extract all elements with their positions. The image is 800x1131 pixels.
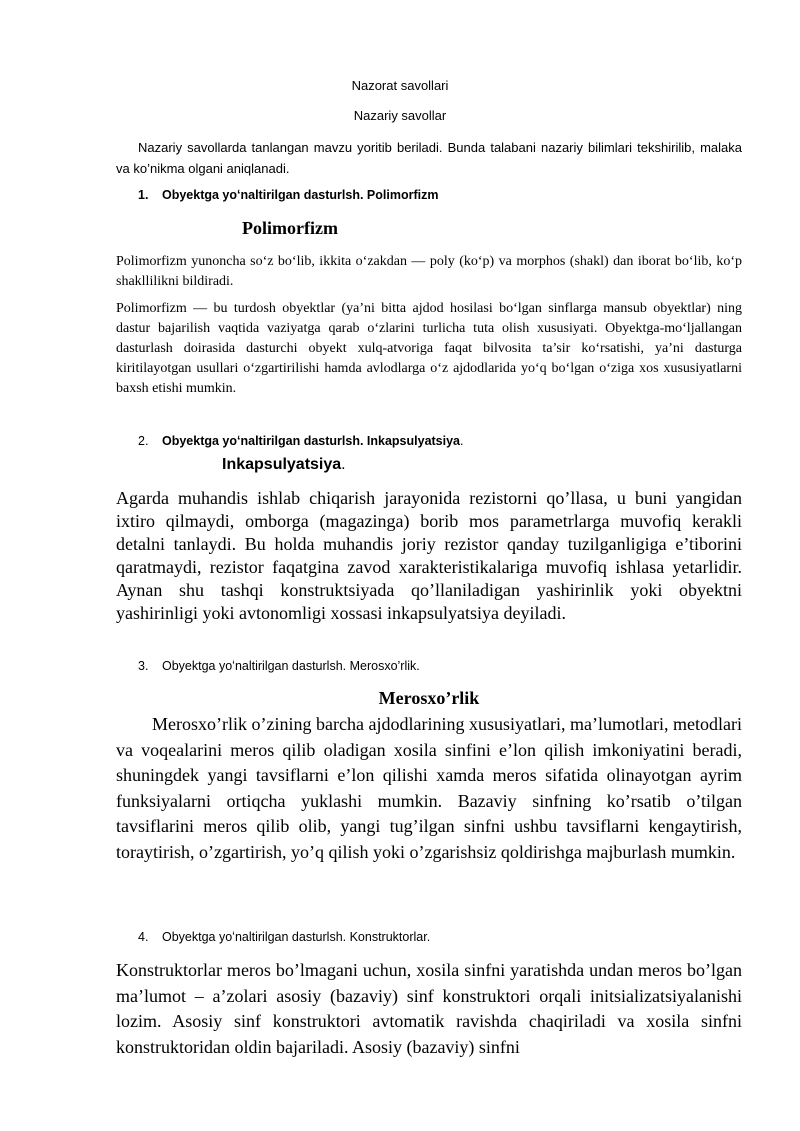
section-1-paragraph-1: Polimorfizm yunoncha soʻz boʻlib, ikkita oʻzakdan — poly (koʻp) va morphos (shakl) dan iborat boʻlib, koʻp shakllilikni bildiradi. bbox=[116, 254, 742, 289]
section-4-paragraph-1: Konstruktorlar meros bo’lmagani uchun, xosila sinfni yaratishda undan meros bo’lgan ma’lumot – a’zolari asosiy (bazaviy) sinf konstruktori orqali initsializatsiyalanishi lozim. Asosiy sinf konstruktori avtomatik ravishda chaqiriladi va xosila sinfni konstruktoridan oldin bajariladi. Asosiy (bazaviy) sinfni bbox=[116, 960, 742, 1057]
question-number-3: 3. bbox=[138, 659, 149, 673]
section-2-paragraph-1: Agarda muhandis ishlab chiqarish jarayonida rezistorni qo’llasa, u buni yangidan ixtiro qilmaydi, omborga (magazinga) borib mos parametrlarga muvofiq kerakli detalni tanlaydi. Bu holda muhandis joriy rezistor qanday tuzilganligiga e’tiborini qaratmaydi, rezistor faqatgina zavod xarakteristikalariga muvofiq ishlasa yetarlidir. Aynan shu tashqi konstruktsiyada qo’llaniladigan yashirinlik yoki obyektni yashirinligi yoki avtonomligi xossasi inkapsulyatsiya deyiladi. bbox=[116, 488, 742, 623]
question-number-1: 1. bbox=[138, 188, 149, 202]
page-title: Nazorat savollari bbox=[351, 78, 449, 93]
section-3-paragraph-1: Merosxo’rlik o’zining barcha ajdodlarining xususiyatlari, ma’lumotlari, metodlari va voqealarini meros qilib oladigan xosila sinfini e’lon qilish imkoniyatini beradi, shuningdek yangi tavsiflarni e’lon qilishi xamda meros sifatida olinayotgan ayrim funksiyalarni ortiqcha yuklashi mumkin. Bazaviy sinfning ko’rsatib o’tilgan tavsiflarini meros qilib olib, yangi tug’ilgan sinfni ushbu tavsiflarni kengaytirish, toraytirish, o’zgartirish, yo’q qilish yoki o’zgarishsiz qoldirishga majburlash mumkin. bbox=[116, 714, 742, 862]
question-title-4: Obyektga yoʻnaltirilgan dasturlsh. Konstruktorlar. bbox=[162, 930, 431, 944]
question-title-1: Obyektga yoʻnaltirilgan dasturlsh. Polimorfizm bbox=[162, 188, 439, 202]
section-heading-inkapsulyatsiya bbox=[222, 456, 346, 474]
page-subtitle: Nazariy savollar bbox=[353, 108, 447, 123]
question-title-2-suffix: . bbox=[460, 434, 464, 448]
section-1-paragraph-2: Polimorfizm — bu turdosh obyektlar (ya’ni bitta ajdod hosilasi boʻlgan sinflarga mansub obyektlar) ning dastur bajarilish vaqtida vaziyatga qarab oʻzlarini turlicha tuta olish xususiyati. Obyektga-moʻljallangan dasturlash doirasida dasturchi obyekt xulq-atvoriga faqat bilvosita ta’sir koʻrsatishi, ya’ni dasturga kiritilayotgan usullari oʻzgartirilishi hamda avlodlarga oʻz ajdodlarida yoʻq boʻlgan oʻziga xos xususiyatlarni baxsh etishi mumkin. bbox=[116, 301, 742, 396]
question-title-2-text: Obyektga yoʻnaltirilgan dasturlsh. Inkapsulyatsiya bbox=[162, 434, 461, 448]
section-heading-2-suffix: . bbox=[341, 456, 346, 473]
section-heading-merosxorlik: Merosxo’rlik bbox=[378, 688, 480, 708]
intro-paragraph: Nazariy savollarda tanlangan mavzu yoritib beriladi. Bunda talabani nazariy bilimlari tekshirilib, malaka va ko’nikma olgani aniqlanadi. bbox=[116, 140, 742, 176]
question-title-2 bbox=[162, 434, 464, 448]
section-heading-polimorfizm: Polimorfizm bbox=[242, 218, 338, 238]
question-number-4: 4. bbox=[138, 930, 149, 944]
question-number-2: 2. bbox=[138, 434, 149, 448]
question-title-3: Obyektga yoʻnaltirilgan dasturlsh. Merosxo’rlik. bbox=[162, 659, 420, 673]
section-heading-2-text: Inkapsulyatsiya bbox=[222, 456, 342, 473]
